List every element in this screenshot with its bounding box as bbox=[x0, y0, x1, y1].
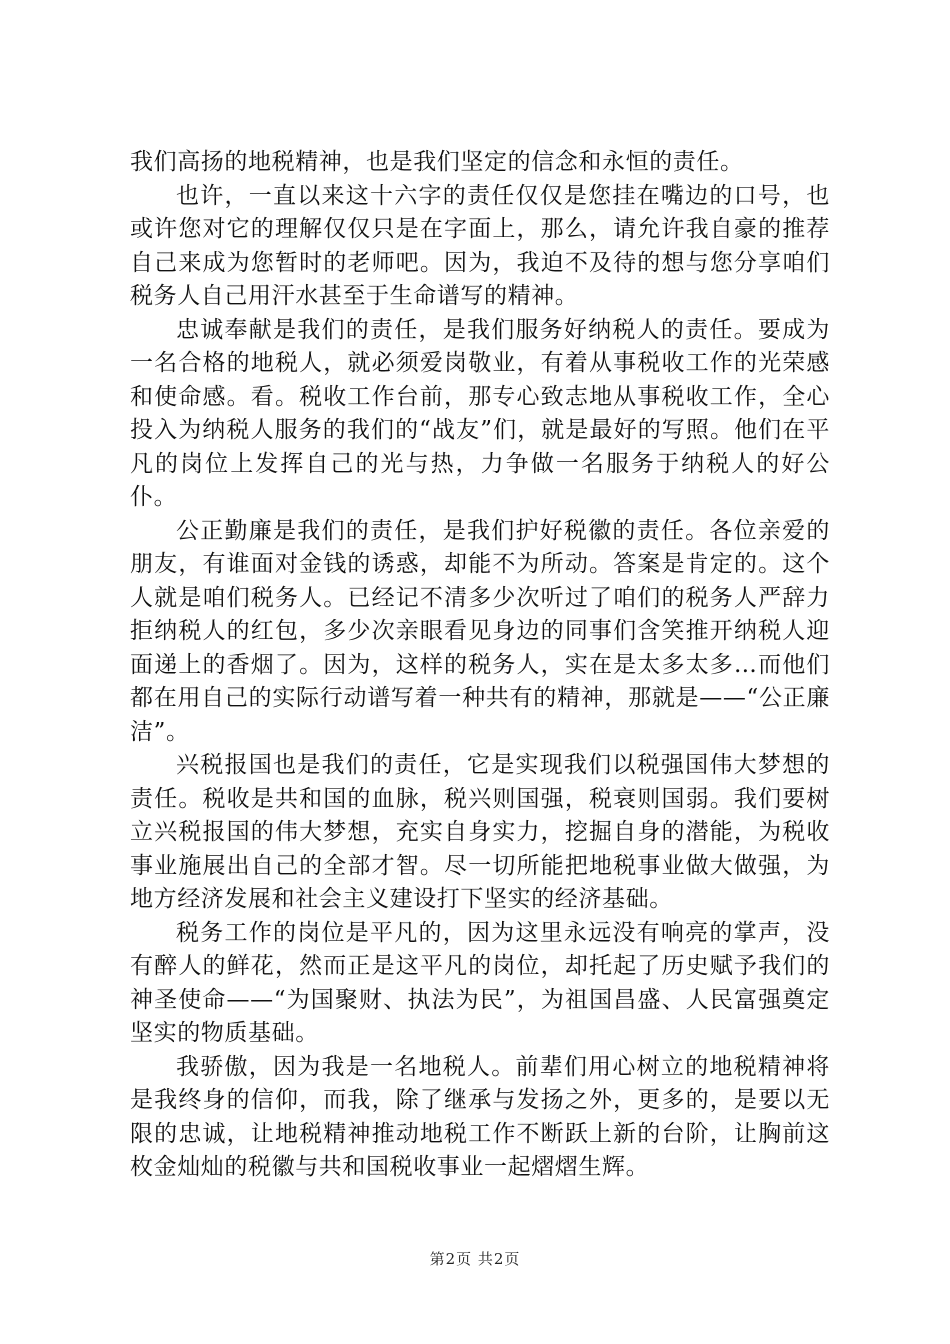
paragraph: 兴税报国也是我们的责任，它是实现我们以税强国伟大梦想的责任。税收是共和国的血脉，税兴则国强，税衰则国弱。我们要树立兴税报国的伟大梦想，充实自身实力，挖掘自身的潜能，为税收事业施展出自己的全部才智。尽一切所能把地税事业做大做强，为地方经济发展和社会主义建设打下坚实的经济基础。 bbox=[130, 752, 830, 912]
paragraph: 我骄傲，因为我是一名地税人。前辈们用心树立的地税精神将是我终身的信仰，而我，除了继承与发扬之外，更多的，是要以无限的忠诚，让地税精神推动地税工作不断跃上新的台阶，让胸前这枚金灿灿的税徽与共和国税收事业一起熠熠生辉。 bbox=[130, 1053, 830, 1180]
paragraph: 税务工作的岗位是平凡的，因为这里永远没有响亮的掌声，没有醉人的鲜花，然而正是这平凡的岗位，却托起了历史赋予我们的神圣使命——“为国聚财、执法为民”，为祖国昌盛、人民富强奠定坚实的物质基础。 bbox=[130, 919, 830, 1046]
paragraph: 忠诚奉献是我们的责任，是我们服务好纳税人的责任。要成为一名合格的地税人，就必须爱岗敬业，有着从事税收工作的光荣感和使命感。看。税收工作台前，那专心致志地从事税收工作，全心投入为纳税人服务的我们的“战友”们，就是最好的写照。他们在平凡的岗位上发挥自己的光与热，力争做一名服务于纳税人的好公仆。 bbox=[130, 316, 830, 510]
paragraph: 也许，一直以来这十六字的责任仅仅是您挂在嘴边的口号，也或许您对它的理解仅仅只是在字面上，那么，请允许我自豪的推荐自己来成为您暂时的老师吧。因为，我迫不及待的想与您分享咱们税务人自己用汗水甚至于生命谱写的精神。 bbox=[130, 182, 830, 309]
document-body bbox=[130, 146, 830, 1185]
page-number-footer: 第2页 共2页 bbox=[429, 1250, 521, 1268]
paragraph: 公正勤廉是我们的责任，是我们护好税徽的责任。各位亲爱的朋友，有谁面对金钱的诱惑，却能不为所动。答案是肯定的。这个人就是咱们税务人。已经记不清多少次听过了咱们的税务人严辞力拒纳税人的红包，多少次亲眼看见身边的同事们含笑推开纳税人迎面递上的香烟了。因为，这样的税务人，实在是太多太多…而他们都在用自己的实际行动谱写着一种共有的精神，那就是——“公正廉洁”。 bbox=[130, 517, 830, 745]
paragraph: 我们高扬的地税精神，也是我们坚定的信念和永恒的责任。 bbox=[130, 149, 744, 175]
